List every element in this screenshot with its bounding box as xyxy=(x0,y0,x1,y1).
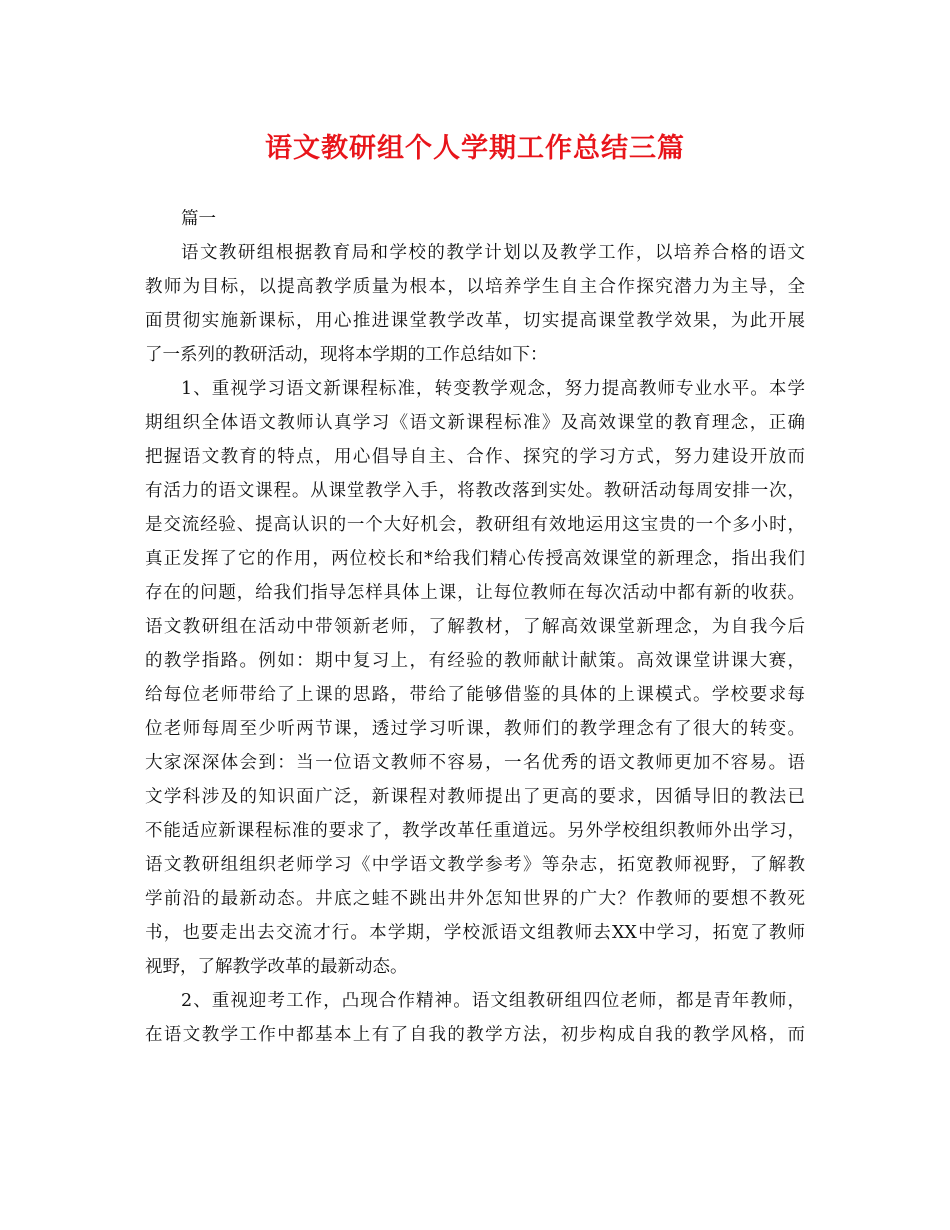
paragraph-line: 语文教研组根据教育局和学校的教学计划以及教学工作，以培养合格的语文 xyxy=(181,243,805,263)
section-heading: 篇一 xyxy=(181,209,216,229)
paragraph-line: 位老师每周至少听两节课，透过学习听课，教师们的教学理念有了很大的转变。 xyxy=(145,719,805,739)
paragraph-line: 是交流经验、提高认识的一个大好机会，教研组有效地运用这宝贵的一个多小时， xyxy=(145,515,805,535)
paragraph-line: 的教学指路。例如：期中复习上，有经验的教师献计献策。高效课堂讲课大赛， xyxy=(145,651,805,671)
paragraph-line: 语文教研组在活动中带领新老师，了解教材，了解高效课堂新理念，为自我今后 xyxy=(145,617,805,637)
paragraph-line: 1、重视学习语文新课程标准，转变教学观念，努力提高教师专业水平。本学 xyxy=(181,379,805,399)
paragraph-line: 教师为目标，以提高教学质量为根本，以培养学生自主合作探究潜力为主导，全 xyxy=(145,277,805,297)
paragraph-line: 书，也要走出去交流才行。本学期，学校派语文组教师去XX中学习，拓宽了教师 xyxy=(145,923,805,943)
paragraph-line: 不能适应新课程标准的要求了，教学改革任重道远。另外学校组织教师外出学习， xyxy=(145,821,805,841)
document-body xyxy=(145,202,805,1052)
paragraph-line: 有活力的语文课程。从课堂教学入手，将教改落到实处。教研活动每周安排一次， xyxy=(145,481,805,501)
paragraph-line: 存在的问题，给我们指导怎样具体上课，让每位教师在每次活动中都有新的收获。 xyxy=(145,583,805,603)
document-title: 语文教研组个人学期工作总结三篇 xyxy=(265,133,685,164)
paragraph-line: 期组织全体语文教师认真学习《语文新课程标准》及高效课堂的教育理念，正确 xyxy=(145,413,805,433)
paragraph-line: 2、重视迎考工作，凸现合作精神。语文组教研组四位老师，都是青年教师， xyxy=(181,991,805,1011)
paragraph-line: 面贯彻实施新课标，用心推进课堂教学改革，切实提高课堂教学效果，为此开展 xyxy=(145,311,805,331)
paragraph-line: 了一系列的教研活动，现将本学期的工作总结如下： xyxy=(145,345,548,365)
paragraph-line: 文学科涉及的知识面广泛，新课程对教师提出了更高的要求，因循导旧的教法已 xyxy=(145,787,805,807)
paragraph-line: 学前沿的最新动态。井底之蛙不跳出井外怎知世界的广大？作教师的要想不教死 xyxy=(145,889,805,909)
paragraph-line: 把握语文教育的特点，用心倡导自主、合作、探究的学习方式，努力建设开放而 xyxy=(145,447,805,467)
paragraph-line: 真正发挥了它的作用，两位校长和*给我们精心传授高效课堂的新理念，指出我们 xyxy=(145,549,805,569)
paragraph-line: 视野，了解教学改革的最新动态。 xyxy=(145,957,408,977)
paragraph-line: 语文教研组组织老师学习《中学语文教学参考》等杂志，拓宽教师视野，了解教 xyxy=(145,855,805,875)
paragraph-line: 在语文教学工作中都基本上有了自我的教学方法，初步构成自我的教学风格，而 xyxy=(145,1025,805,1045)
paragraph-line: 给每位老师带给了上课的思路，带给了能够借鉴的具体的上课模式。学校要求每 xyxy=(145,685,805,705)
paragraph-line: 大家深深体会到：当一位语文教师不容易，一名优秀的语文教师更加不容易。语 xyxy=(145,753,805,773)
